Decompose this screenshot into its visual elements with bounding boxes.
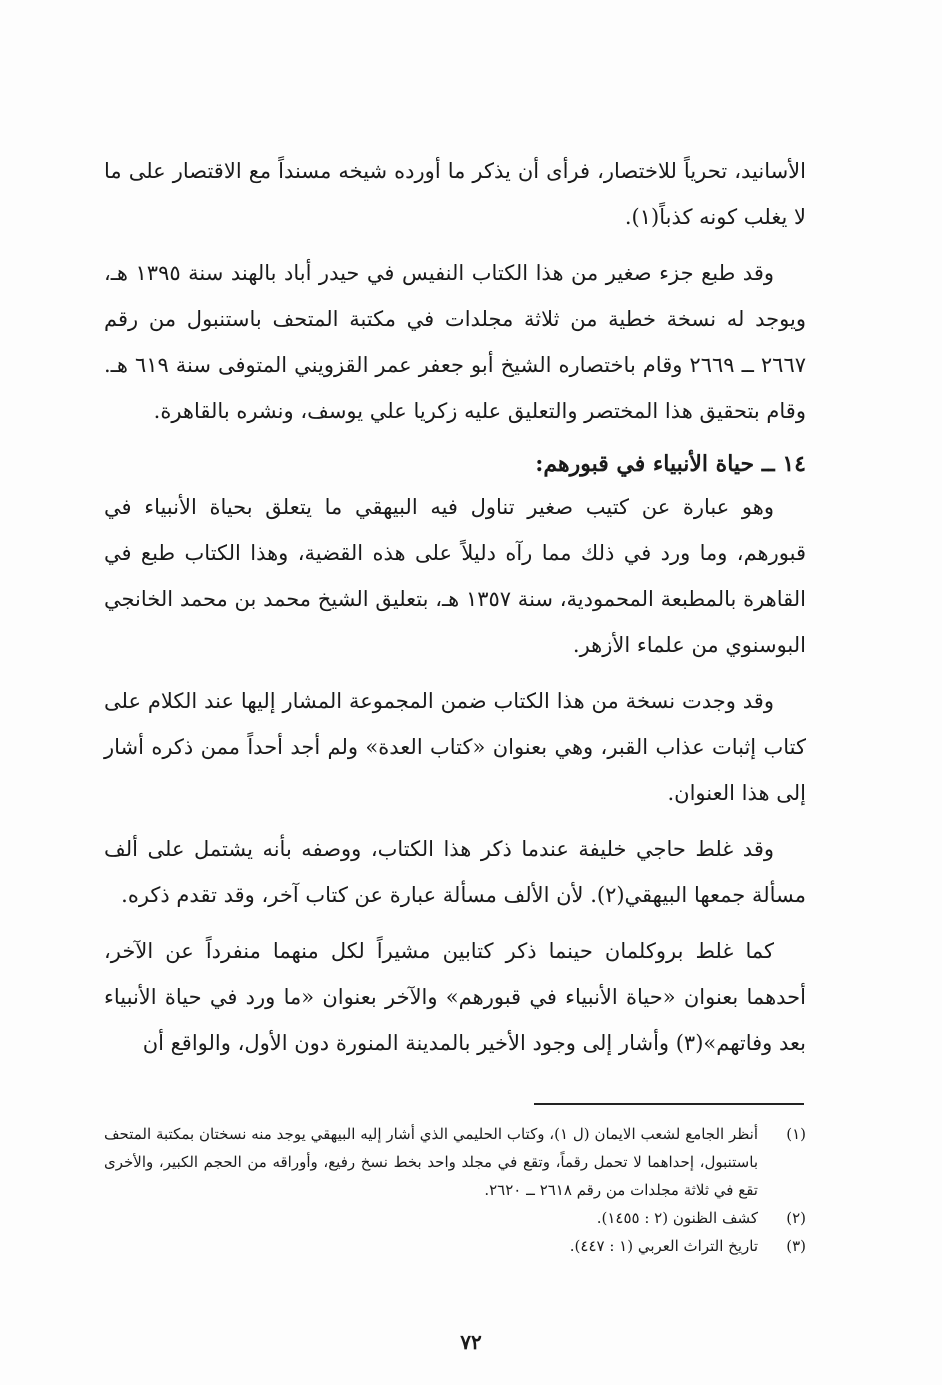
main-text [104,148,806,1076]
footnote-divider [534,1103,804,1105]
paragraph-4: وقد وجدت نسخة من هذا الكتاب ضمن المجموعة المشار إليها عند الكلام على كتاب إثبات عذاب القبر، وهي بعنوان «كتاب العدة» ولم أجد أحداً ممن ذكره أشار إلى هذا العنوان. [104,689,806,805]
footnote-text: كشف الظنون (٢ : ١٤٥٥). [596,1209,758,1227]
page-number: ٧٢ [460,1330,482,1354]
paragraph-5: وقد غلط حاجي خليفة عندما ذكر هذا الكتاب، ووصفه بأنه يشتمل على ألف مسألة جمعها البيهقي(٢). لأن الألف مسألة عبارة عن كتاب آخر، وقد تقدم ذكره. [104,837,806,907]
footnote [104,1120,806,1204]
footnotes [104,1120,806,1260]
footnote-number: (٢) [786,1209,806,1227]
paragraph-6: كما غلط بروكلمان حينما ذكر كتابين مشيراً لكل منهما منفرداً عن الآخر، أحدهما بعنوان «حياة الأنبياء في قبورهم» والآخر بعنوان «ما ورد في حياة الأنبياء بعد وفاتهم»(٣) وأشار إلى وجود الأخير بالمدينة المنورة دون الأول، والواقع أن [104,939,806,1055]
section-heading: ١٤ ــ حياة الأنبياء في قبورهم: [535,451,806,477]
paragraph-1: الأسانيد، تحرياً للاختصار، فرأى أن يذكر ما أورده شيخه مسنداً مع الاقتصار على ما لا يغلب كونه كذباً(١). [104,159,806,229]
footnote-text: أنظر الجامع لشعب الايمان (ل ١)، وكتاب الحليمي الذي أشار إليه البيهقي يوجد منه نسختان بمكتبة المتحف باستنبول، إحداهما لا تحمل رقماً، وتقع في مجلد واحد بخط نسخ رفيع، وأوراقه من الحجم الكبير، والأخرى تقع في ثلاثة مجلدات من رقم ٢٦١٨ ــ ٢٦٢٠. [104,1125,758,1199]
footnote [104,1204,806,1232]
footnote-number: (١) [786,1125,806,1143]
footnote-number: (٣) [786,1237,806,1255]
footnote [104,1232,806,1260]
footnote-text: تاريخ التراث العربي (١ : ٤٤٧). [569,1237,758,1255]
paragraph-2: وقد طبع جزء صغير من هذا الكتاب النفيس في حيدر أباد بالهند سنة ١٣٩٥ هـ، ويوجد له نسخة خطية من ثلاثة مجلدات في مكتبة المتحف باستنبول من رقم ٢٦٦٧ ــ ٢٦٦٩ وقام باختصاره الشيخ أبو جعفر عمر القزويني المتوفى سنة ٦١٩ هـ. وقام بتحقيق هذا المختصر والتعليق عليه زكريا علي يوسف، ونشره بالقاهرة. [104,261,807,423]
paragraph-3: وهو عبارة عن كتيب صغير تناول فيه البيهقي ما يتعلق بحياة الأنبياء في قبورهم، وما ورد في ذلك مما رآه دليلاً على هذه القضية، وهذا الكتاب طبع في القاهرة بالمطبعة المحمودية، سنة ١٣٥٧ هـ، بتعليق الشيخ محمد بن محمد الخانجي البوسنوي من علماء الأزهر. [104,495,806,657]
